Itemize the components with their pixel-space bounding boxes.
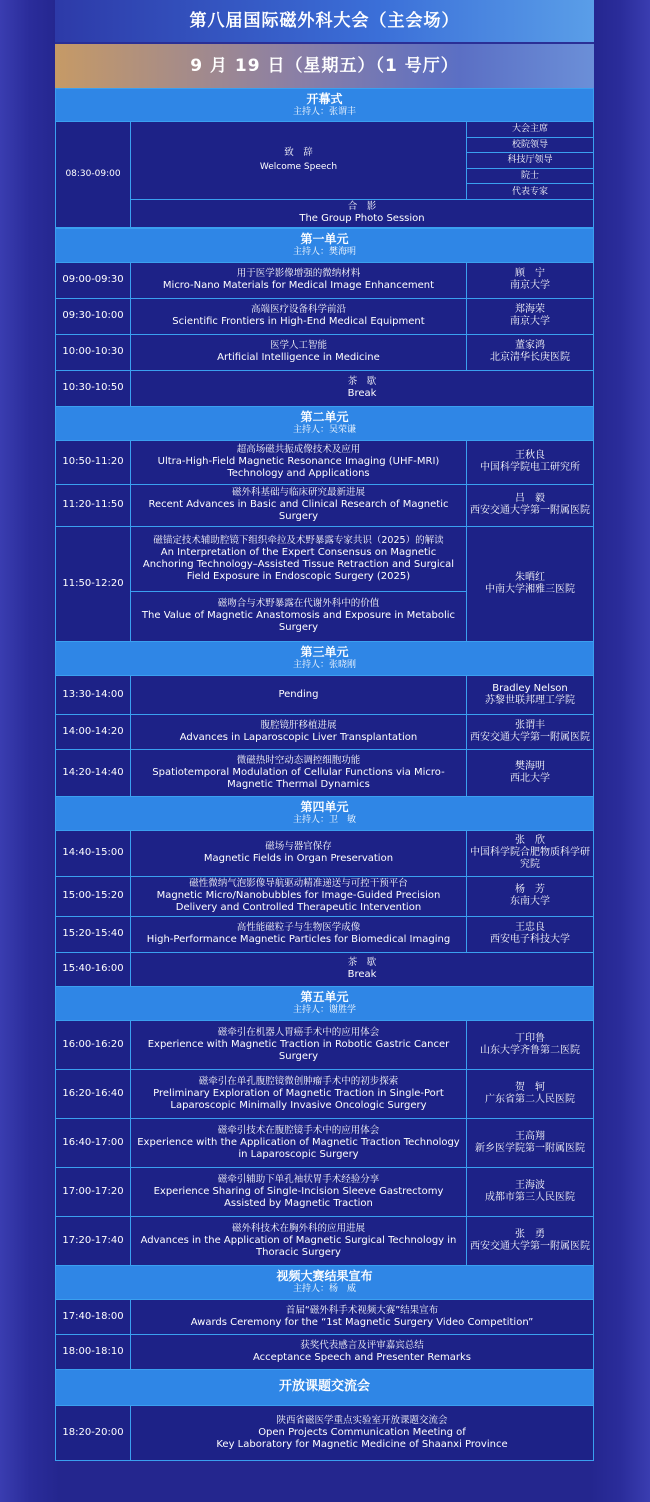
speaker-cell — [466, 298, 593, 334]
talk-title-en: Experience Sharing of Single-Incision Sleeve Gastrectomy Assisted by Magnetic Traction — [153, 1185, 444, 1209]
speaker-cell — [466, 484, 593, 526]
speaker-name: 樊海明 — [514, 760, 545, 772]
time-cell: 10:00-10:30 — [56, 334, 131, 370]
speaker-cell — [466, 1020, 593, 1069]
speaker-cell — [466, 440, 593, 484]
talk-title-en: Magnetic Micro/Nanobubbles for Image-Guided Precision Delivery and Controlled Therapeutic Intervention — [156, 890, 441, 914]
talk-cell — [131, 298, 467, 334]
speaker-institution: 北京清华长庚医院 — [489, 352, 570, 364]
table-row — [56, 1299, 594, 1334]
role-cell: 院士 — [466, 168, 593, 184]
speaker-institution: 东南大学 — [509, 896, 550, 908]
speaker-cell — [466, 749, 593, 796]
talk-title-en: Preliminary Exploration of Magnetic Traction in Single-Port Laparoscopic Minimally Invasive Oncologic Surgery — [153, 1087, 444, 1111]
speaker-institution: 中国科学院合肥物质科学研究院 — [469, 847, 590, 871]
talk-cell — [131, 591, 467, 641]
speaker-name: 张 勇 — [514, 1228, 545, 1240]
talk-cell — [131, 1118, 467, 1167]
talk-title-en: Artificial Intelligence in Medicine — [217, 352, 380, 364]
talk-title-cn: 茶 歇 — [347, 376, 377, 388]
time-cell: 15:20-15:40 — [56, 916, 131, 952]
talk-cell — [131, 1405, 594, 1460]
talk-title-en: Experience with Magnetic Traction in Robotic Gastric Cancer Surgery — [147, 1038, 450, 1062]
speaker-institution: 西北大学 — [509, 772, 550, 784]
talk-title-en: Advances in Laparoscopic Liver Transplantation — [179, 731, 418, 743]
time-cell: 14:00-14:20 — [56, 714, 131, 749]
talk-title-cn: 磁牵引技术在腹腔镜手术中的应用体会 — [217, 1124, 380, 1136]
talk-title-cn: 首届“磁外科手术视频大赛”结果宣布 — [285, 1304, 439, 1316]
time-cell: 16:40-17:00 — [56, 1118, 131, 1167]
talk-title-cn: 磁锚定技术辅助腔镜下组织牵拉及术野暴露专家共识（2025）的解读 — [153, 534, 444, 546]
table-row — [56, 440, 594, 484]
speaker-name: 张 欣 — [514, 835, 545, 847]
talk-cell — [131, 1299, 594, 1334]
speaker-institution: 南京大学 — [509, 280, 550, 292]
speaker-institution: 西安电子科技大学 — [489, 934, 570, 946]
talk-title-en: An Interpretation of the Expert Consensus on Magnetic Anchoring Technology–Assisted Tissue Retraction and Surgical Field Exposure in Endoscopic Surgery (2025) — [142, 546, 455, 582]
talk-title-en: Ultra-High-Field Magnetic Resonance Imaging (UHF-MRI) Technology and Applications — [157, 456, 440, 480]
section-host: 主持人：张晓刚 — [292, 660, 356, 671]
section-host: 主持人：樊海明 — [292, 247, 356, 258]
table-row — [56, 526, 594, 591]
role-cell: 校院领导 — [466, 137, 593, 153]
time-cell: 14:40-15:00 — [56, 830, 131, 876]
talk-title-cn: 获奖代表感言及评审嘉宾总结 — [300, 1339, 424, 1351]
time-cell: 17:00-17:20 — [56, 1167, 131, 1216]
speaker-institution: 西安交通大学第一附属医院 — [469, 1240, 590, 1252]
talk-cell — [131, 122, 467, 200]
time-cell: 17:40-18:00 — [56, 1299, 131, 1334]
table-row — [56, 370, 594, 406]
talk-cell — [131, 484, 467, 526]
talk-title-cn: 高端医疗设备科学前沿 — [250, 304, 346, 316]
speaker-cell — [466, 675, 593, 714]
speaker-name: 吕 毅 — [514, 493, 545, 505]
talk-en: Welcome Speech — [259, 162, 338, 173]
talk-cell — [131, 830, 467, 876]
section-header — [56, 1369, 594, 1405]
table-row — [56, 675, 594, 714]
section-title: 第五单元 — [300, 990, 349, 1005]
talk-title-en: Experience with the Application of Magnetic Traction Technology in Laparoscopic Surgery — [137, 1136, 460, 1160]
speaker-name: 张谓丰 — [514, 719, 545, 731]
talk-title-cn: 超高场磁共振成像技术及应用 — [236, 444, 361, 456]
talk-cell — [131, 440, 467, 484]
talk-title-en: Break — [347, 388, 377, 400]
talk-title-en: Key Laboratory for Magnetic Medicine of Shaanxi Province — [216, 1438, 508, 1450]
talk-cell — [131, 262, 467, 298]
table-row — [56, 1405, 594, 1460]
talk-title-en: High-Performance Magnetic Particles for Biomedical Imaging — [146, 934, 451, 946]
section-host: 主持人：杨 威 — [292, 1284, 356, 1295]
table-row — [56, 1118, 594, 1167]
table-row — [56, 199, 594, 227]
talk-title-cn: 磁外科技术在胸外科的应用进展 — [231, 1222, 365, 1234]
talk-title-cn: 陕西省磁医学重点实验室开放课题交流会 — [276, 1414, 448, 1426]
talk-title-en: Magnetic Fields in Organ Preservation — [203, 853, 394, 865]
speaker-cell — [466, 1069, 593, 1118]
talk-title-cn: 用于医学影像增强的微纳材料 — [236, 268, 361, 280]
section-title: 开幕式 — [306, 92, 343, 106]
time-cell: 14:20-14:40 — [56, 749, 131, 796]
table-row — [56, 298, 594, 334]
table-row — [56, 334, 594, 370]
speaker-institution: 新乡医学院第一附属医院 — [474, 1142, 585, 1154]
speaker-name: 董家鸿 — [514, 340, 545, 352]
table-row — [56, 1216, 594, 1265]
talk-cell — [131, 1069, 467, 1118]
talk-title-en: Recent Advances in Basic and Clinical Research of Magnetic Surgery — [148, 499, 449, 523]
table-row — [56, 830, 594, 876]
table-row — [56, 1069, 594, 1118]
speaker-name: 丁印鲁 — [514, 1032, 545, 1044]
speaker-name: 王海波 — [514, 1179, 545, 1191]
table-row — [56, 714, 594, 749]
talk-en: The Group Photo Session — [299, 213, 425, 225]
table-row — [56, 916, 594, 952]
speaker-name: 郑海荣 — [514, 304, 545, 316]
talk-title-en: Advances in the Application of Magnetic Surgical Technology in Thoracic Surgery — [140, 1234, 457, 1258]
time-cell: 10:50-11:20 — [56, 440, 131, 484]
section-cell — [56, 406, 594, 440]
section-header — [56, 641, 594, 675]
talk-cell — [131, 1216, 467, 1265]
section-cell — [56, 986, 594, 1020]
table-row — [56, 952, 594, 986]
talk-cell — [131, 1334, 594, 1369]
talk-cell — [131, 526, 467, 591]
schedule-container — [55, 0, 594, 1461]
table-row — [56, 749, 594, 796]
talk-cell — [131, 714, 467, 749]
time-cell: 16:20-16:40 — [56, 1069, 131, 1118]
talk-cell — [131, 749, 467, 796]
time-cell: 15:00-15:20 — [56, 876, 131, 916]
section-host: 主持人：吴荣谦 — [292, 425, 356, 436]
table-row — [56, 876, 594, 916]
talk-title-cn: 高性能磁粒子与生物医学成像 — [236, 922, 361, 934]
time-cell: 16:00-16:20 — [56, 1020, 131, 1069]
table-row — [56, 1167, 594, 1216]
talk-cell — [131, 1167, 467, 1216]
time-cell: 13:30-14:00 — [56, 675, 131, 714]
speaker-cell — [466, 526, 593, 641]
speaker-cell — [466, 876, 593, 916]
table-row — [56, 1020, 594, 1069]
talk-cell — [131, 916, 467, 952]
section-host: 主持人：卫 敏 — [292, 815, 356, 826]
talk-cn: 合 影 — [347, 201, 377, 213]
role-cell: 代表专家 — [466, 184, 593, 200]
section-header — [56, 1265, 594, 1299]
talk-title-cn: 磁牵引在机器人胃癌手术中的应用体会 — [217, 1026, 380, 1038]
speaker-name: 顾 宁 — [514, 268, 545, 280]
section-cell — [56, 1265, 594, 1299]
section-title: 第二单元 — [300, 410, 349, 425]
talk-cell — [131, 370, 594, 406]
time-cell: 15:40-16:00 — [56, 952, 131, 986]
talk-title-en: Spatiotemporal Modulation of Cellular Functions via Micro-Magnetic Thermal Dynamics — [152, 766, 445, 790]
talk-title-cn: 磁外科基础与临床研究最新进展 — [231, 487, 365, 499]
section-header — [56, 406, 594, 440]
speaker-cell — [466, 262, 593, 298]
speaker-institution: 中南大学湘雅三医院 — [484, 583, 575, 595]
speaker-name: Bradley Nelson — [492, 682, 568, 694]
speaker-cell — [466, 916, 593, 952]
section-header — [56, 986, 594, 1020]
speaker-cell — [466, 1167, 593, 1216]
section-cell — [56, 796, 594, 830]
role-cell: 科技厅领导 — [466, 153, 593, 169]
speaker-cell — [466, 714, 593, 749]
speaker-name: 王忠良 — [514, 922, 545, 934]
speaker-name: 贺 轲 — [514, 1081, 545, 1093]
talk-title-en: Awards Ceremony for the “1st Magnetic Surgery Video Competition” — [190, 1316, 534, 1328]
sessions-table — [55, 228, 594, 1461]
speaker-institution: 成都市第三人民医院 — [484, 1191, 575, 1203]
talk-title-cn: 微磁热时空动态调控细胞功能 — [236, 754, 361, 766]
speaker-institution: 西安交通大学第一附属医院 — [469, 731, 590, 743]
talk-title-cn: 医学人工智能 — [269, 340, 327, 352]
section-host: 主持人：谢胜学 — [292, 1005, 356, 1016]
speaker-cell — [466, 334, 593, 370]
talk-cn: 致 辞 — [284, 147, 313, 159]
talk-cell — [131, 199, 594, 227]
talk-title-cn: 腹腔镜肝移植进展 — [260, 719, 337, 731]
talk-title-en: Open Projects Communication Meeting of — [258, 1426, 466, 1438]
time-cell: 11:50-12:20 — [56, 526, 131, 641]
section-header — [56, 796, 594, 830]
section-cell — [56, 228, 594, 262]
section-title: 视频大赛结果宣布 — [276, 1269, 373, 1284]
talk-cell — [131, 876, 467, 916]
time-cell: 11:20-11:50 — [56, 484, 131, 526]
talk-cell — [131, 1020, 467, 1069]
talk-title-cn: 磁牵引在单孔腹腔镜微创肿瘤手术中的初步探索 — [198, 1075, 399, 1087]
talk-title-en: The Value of Magnetic Anastomosis and Exposure in Metabolic Surgery — [141, 610, 456, 634]
time-cell: 08:30-09:00 — [56, 122, 131, 228]
speaker-name: 杨 芳 — [514, 884, 545, 896]
page-title: 第八届国际磁外科大会（主会场） — [55, 0, 594, 42]
talk-cell — [131, 334, 467, 370]
date-banner: 9 月 19 日（星期五）（1 号厅） — [55, 42, 594, 88]
time-cell: 09:00-09:30 — [56, 262, 131, 298]
section-header — [56, 228, 594, 262]
speaker-institution: 西安交通大学第一附属医院 — [469, 505, 590, 517]
table-row — [56, 1334, 594, 1369]
talk-title-cn: 磁场与器官保存 — [265, 841, 332, 853]
section-title: 开放课题交流会 — [56, 1369, 594, 1405]
talk-title-cn: 磁吻合与术野暴露在代谢外科中的价值 — [217, 598, 380, 610]
time-cell: 10:30-10:50 — [56, 370, 131, 406]
talk-title-en: Micro-Nano Materials for Medical Image Enhancement — [162, 280, 435, 292]
table-row — [56, 262, 594, 298]
section-cell — [56, 641, 594, 675]
time-cell: 09:30-10:00 — [56, 298, 131, 334]
talk-title-en: Acceptance Speech and Presenter Remarks — [253, 1351, 471, 1363]
speaker-institution: 南京大学 — [509, 316, 550, 328]
schedule-table — [55, 88, 594, 228]
talk-cell — [131, 952, 594, 986]
speaker-cell — [466, 830, 593, 876]
time-cell: 18:20-20:00 — [56, 1405, 131, 1460]
table-row — [56, 484, 594, 526]
speaker-name: 王高翔 — [514, 1130, 545, 1142]
table-row — [56, 122, 594, 138]
talk-title-en: Break — [347, 969, 377, 981]
talk-title-cn: 茶 歇 — [347, 957, 377, 969]
speaker-cell — [466, 1118, 593, 1167]
section-host: 主持人：张谓丰 — [292, 107, 356, 117]
section-title: 第四单元 — [300, 800, 349, 815]
role-cell: 大会主席 — [466, 122, 593, 138]
speaker-name: 王秋良 — [514, 450, 545, 462]
speaker-name: 朱晒红 — [514, 571, 545, 583]
talk-title-en: Scientific Frontiers in High-End Medical Equipment — [172, 316, 425, 328]
speaker-institution: 苏黎世联邦理工学院 — [484, 694, 575, 706]
section-title: 第三单元 — [300, 645, 349, 660]
speaker-cell — [466, 1216, 593, 1265]
speaker-institution: 广东省第二人民医院 — [484, 1093, 575, 1105]
time-cell: 17:20-17:40 — [56, 1216, 131, 1265]
time-cell: 18:00-18:10 — [56, 1334, 131, 1369]
talk-title-cn: 磁性微纳气泡影像导航驱动精准递送与可控干预平台 — [189, 878, 408, 890]
section-opening — [56, 89, 594, 122]
talk-cell — [131, 675, 467, 714]
speaker-institution: 中国科学院电工研究所 — [479, 462, 580, 474]
section-title: 第一单元 — [300, 232, 349, 247]
talk-title-cn: 磁牵引辅助下单孔袖状胃手术经验分享 — [217, 1173, 380, 1185]
speaker-institution: 山东大学齐鲁第二医院 — [479, 1044, 580, 1056]
talk-title-en: Pending — [278, 688, 319, 700]
